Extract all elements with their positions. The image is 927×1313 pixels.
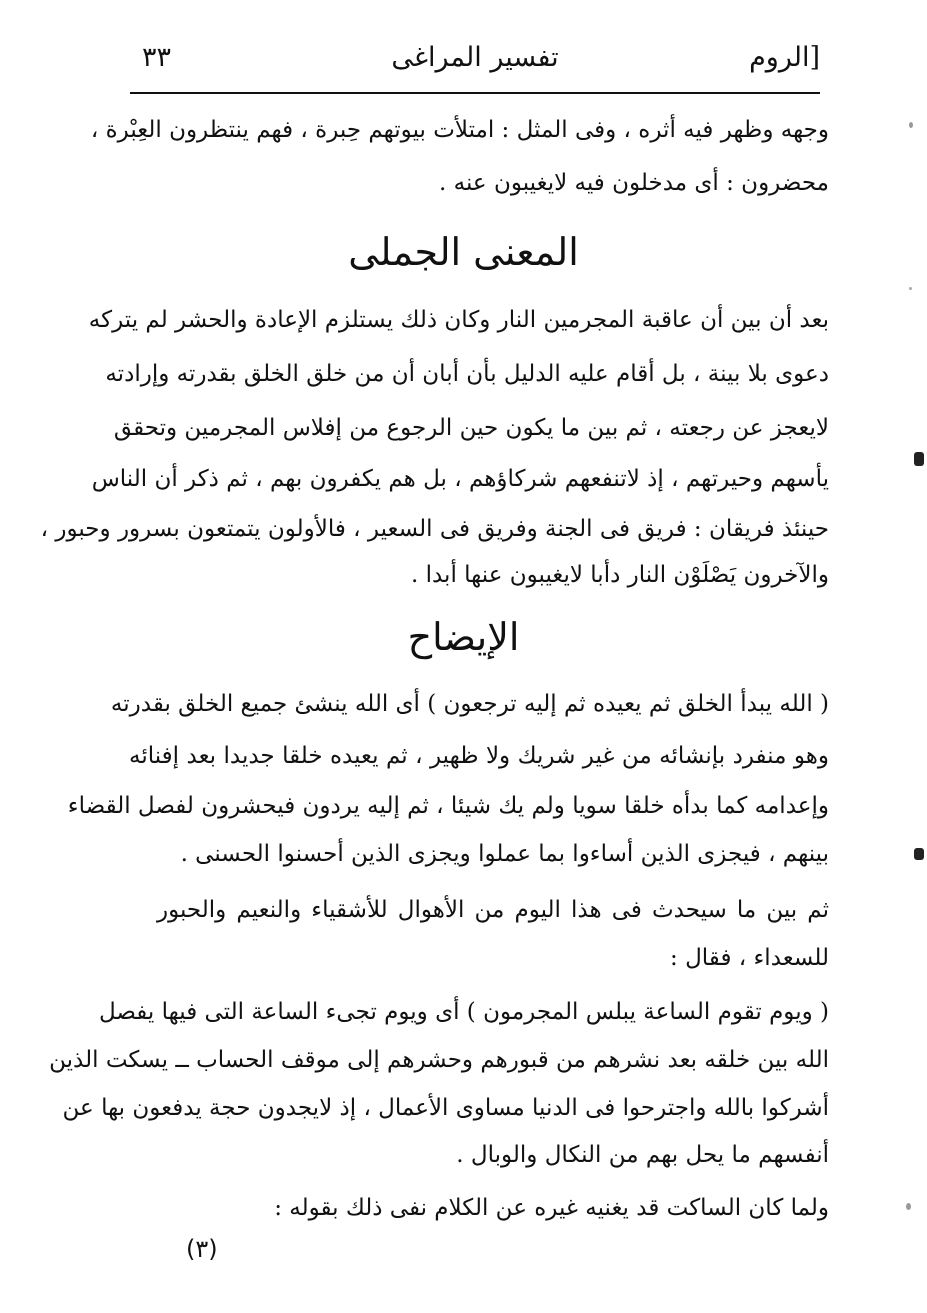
text-line: وجهه وظهر فيه أثره ، وفى المثل : امتلأت بيوتهم حِبرة ، فهم ينتظرون العِبْرة ، xyxy=(90,117,829,143)
scan-speck xyxy=(906,1203,911,1210)
scan-speck xyxy=(914,452,924,466)
text-line: وإعدامه كما بدأه خلقا سويا ولم يك شيئا ، ثم إليه يردون فيحشرون لفصل القضاء xyxy=(67,793,829,819)
text-line: ولما كان الساكت قد يغنيه غيره عن الكلام نفى ذلك بقوله : xyxy=(274,1195,829,1221)
scan-speck xyxy=(914,848,924,860)
text-line: دعوى بلا بينة ، بل أقام عليه الدليل بأن أبان أن من خلق الخلق بقدرته وإرادته xyxy=(105,361,829,387)
text-line: ثم بين ما سيحدث فى هذا اليوم من الأهوال للأشقياء والنعيم والحبور xyxy=(157,897,829,923)
book-title: تفسير المراغى xyxy=(391,42,559,73)
text-line: بعد أن بين أن عاقبة المجرمين النار وكان ذلك يستلزم الإعادة والحشر لم يتركه xyxy=(88,307,829,333)
text-line: ( ويوم تقوم الساعة يبلس المجرمون ) أى ويوم تجىء الساعة التى فيها يفصل xyxy=(98,999,829,1025)
text-line: بينهم ، فيجزى الذين أساءوا بما عملوا ويجزى الذين أحسنوا الحسنى . xyxy=(180,841,829,867)
surah-name: الروم] xyxy=(749,42,820,73)
text-line: ( الله يبدأ الخلق ثم يعيده ثم إليه ترجعون ) أى الله ينشئ جميع الخلق بقدرته xyxy=(110,691,829,717)
text-line: يأسهم وحيرتهم ، إذ لاتنفعهم شركاؤهم ، بل هم يكفرون بهم ، ثم ذكر أن الناس xyxy=(91,466,829,492)
scan-speck xyxy=(909,122,913,128)
text-line: للسعداء ، فقال : xyxy=(670,945,829,971)
scan-speck xyxy=(909,287,912,290)
text-line: أنفسهم ما يحل بهم من النكال والوبال . xyxy=(456,1142,829,1168)
section-heading: الإيضاح xyxy=(407,615,520,659)
text-line: لايعجز عن رجعته ، ثم بين ما يكون حين الرجوع من إفلاس المجرمين وتحقق xyxy=(113,415,829,441)
text-line: محضرون : أى مدخلون فيه لايغيبون عنه . xyxy=(439,170,829,196)
section-heading: المعنى الجملى xyxy=(348,230,579,274)
text-line: الله بين خلقه بعد نشرهم من قبورهم وحشرهم إلى موقف الحساب ــ يسكت الذين xyxy=(49,1047,829,1073)
text-line: حينئذ فريقان : فريق فى الجنة وفريق فى السعير ، فالأولون يتمتعون بسرور وحبور ، xyxy=(40,516,829,542)
text-line: والآخرون يَصْلَوْن النار دأبا لايغيبون عنها أبدا . xyxy=(410,562,829,588)
text-line: وهو منفرد بإنشائه من غير شريك ولا ظهير ، ثم يعيده خلقا جديدا بعد إفنائه xyxy=(129,743,829,769)
signature-mark: (٣) xyxy=(186,1235,218,1263)
text-line: أشركوا بالله واجترحوا فى الدنيا مساوى الأعمال ، إذ لايجدون حجة يدفعون بها عن xyxy=(62,1095,829,1121)
page-number: ٣٣ xyxy=(142,42,172,73)
running-header xyxy=(130,28,820,94)
